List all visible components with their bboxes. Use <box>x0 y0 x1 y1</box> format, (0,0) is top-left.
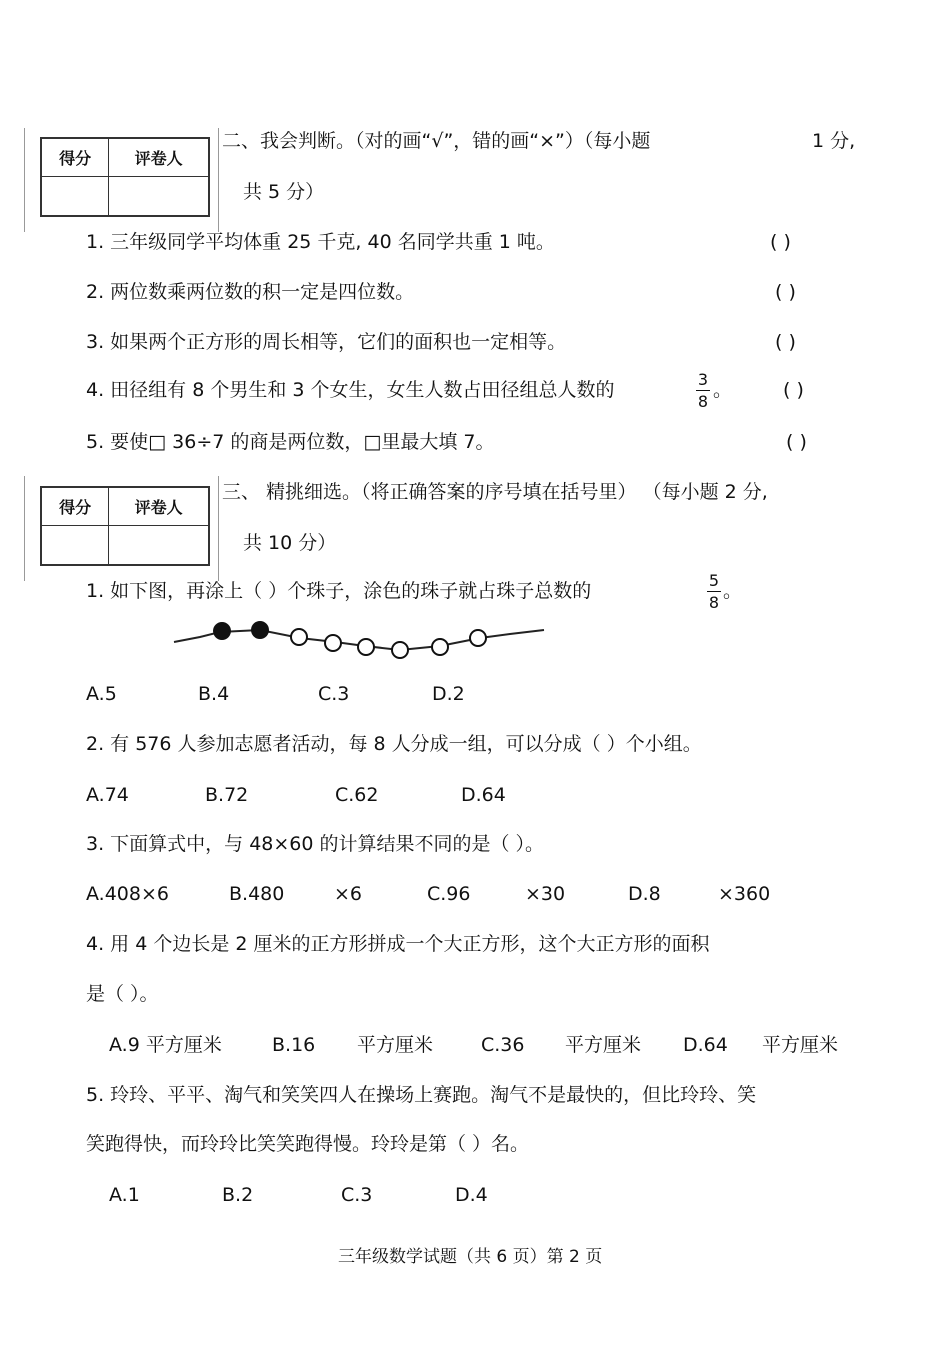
score-label: 得分 <box>42 488 109 526</box>
option-a[interactable]: A.74 <box>86 784 129 806</box>
grader-cell[interactable] <box>109 526 209 565</box>
judge-item-2: 2. 两位数乘两位数的积一定是四位数。 <box>86 281 415 303</box>
page-footer: 三年级数学试题（共 6 页）第 2 页 <box>338 1247 603 1267</box>
option-b[interactable]: B.4 <box>198 683 230 705</box>
judge-item-5: 5. 要使□ 36÷7 的商是两位数，□里最大填 7。 <box>86 431 495 453</box>
choice-q4-line2: 是（ ）。 <box>86 983 159 1005</box>
bead-empty <box>392 642 408 658</box>
bead-filled <box>252 622 268 638</box>
period: 。 <box>713 379 733 401</box>
option-b-suffix: ×6 <box>334 883 363 905</box>
option-d-suffix: ×360 <box>718 883 771 905</box>
grader-cell[interactable] <box>109 177 209 216</box>
option-c[interactable]: C.96 <box>427 883 471 905</box>
answer-paren[interactable]: ( ) <box>775 331 796 353</box>
judge-item-4: 4. 田径组有 8 个男生和 3 个女生，女生人数占田径组总人数的 <box>86 379 615 401</box>
margin-line <box>218 476 219 581</box>
section2-title: 二、我会判断。（对的画“√”，错的画“×”）（每小题 <box>222 130 651 152</box>
option-d[interactable]: D.4 <box>455 1184 488 1206</box>
option-d[interactable]: D.8 <box>628 883 661 905</box>
bead-empty <box>432 639 448 655</box>
option-c[interactable]: C.62 <box>335 784 379 806</box>
section3-title: 三、 精挑细选。（将正确答案的序号填在括号里） （每小题 2 分, <box>222 481 768 503</box>
bead-empty <box>358 639 374 655</box>
option-a[interactable]: A.408×6 <box>86 883 169 905</box>
option-b[interactable]: B.72 <box>205 784 249 806</box>
score-box <box>40 486 210 566</box>
option-b[interactable]: B.480 <box>229 883 285 905</box>
answer-paren[interactable]: ( ) <box>770 231 791 253</box>
fraction-bar <box>696 390 710 391</box>
bead-empty <box>325 635 341 651</box>
bead-empty <box>470 630 486 646</box>
choice-q5: 5. 玲玲、平平、淘气和笑笑四人在操场上赛跑。淘气不是最快的，但比玲玲、笑 <box>86 1084 757 1106</box>
judge-item-1: 1. 三年级同学平均体重 25 千克, 40 名同学共重 1 吨。 <box>86 231 555 253</box>
fraction <box>707 573 721 611</box>
option-d-unit: 平方厘米 <box>762 1034 839 1056</box>
grader-label: 评卷人 <box>109 488 209 526</box>
fraction <box>696 372 710 410</box>
answer-paren[interactable]: ( ) <box>775 281 796 303</box>
score-label: 得分 <box>42 139 109 177</box>
option-c-suffix: ×30 <box>525 883 566 905</box>
option-a[interactable]: A.5 <box>86 683 117 705</box>
option-b[interactable]: B.2 <box>222 1184 254 1206</box>
section3-title-line2: 共 10 分） <box>243 532 337 554</box>
section2-title-line2: 共 5 分） <box>243 181 325 203</box>
option-b-unit: 平方厘米 <box>357 1034 434 1056</box>
period: 。 <box>723 580 743 602</box>
option-b[interactable]: B.16 <box>272 1034 316 1056</box>
choice-q4: 4. 用 4 个边长是 2 厘米的正方形拼成一个大正方形，这个大正方形的面积 <box>86 933 710 955</box>
answer-paren[interactable]: ( ) <box>783 379 804 401</box>
fraction-denominator: 8 <box>708 593 720 612</box>
judge-item-3: 3. 如果两个正方形的周长相等，它们的面积也一定相等。 <box>86 331 567 353</box>
bead-filled <box>214 623 230 639</box>
section2-points: 1 分, <box>812 130 856 152</box>
option-c-unit: 平方厘米 <box>565 1034 642 1056</box>
option-a[interactable]: A.9 平方厘米 <box>109 1034 222 1056</box>
score-cell[interactable] <box>42 177 109 216</box>
option-a[interactable]: A.1 <box>109 1184 140 1206</box>
answer-paren[interactable]: ( ) <box>786 431 807 453</box>
margin-line <box>24 128 25 232</box>
bead-string <box>170 618 550 664</box>
score-cell[interactable] <box>42 526 109 565</box>
bead-empty <box>291 629 307 645</box>
option-c[interactable]: C.36 <box>481 1034 525 1056</box>
option-d[interactable]: D.64 <box>683 1034 728 1056</box>
option-c[interactable]: C.3 <box>341 1184 373 1206</box>
margin-line <box>218 128 219 232</box>
choice-q3: 3. 下面算式中，与 48×60 的计算结果不同的是（ ）。 <box>86 833 545 855</box>
grader-label: 评卷人 <box>109 139 209 177</box>
fraction-numerator: 3 <box>697 370 709 389</box>
margin-line <box>24 476 25 581</box>
choice-q5-line2: 笑跑得快，而玲玲比笑笑跑得慢。玲玲是第（ ）名。 <box>86 1133 530 1155</box>
option-c[interactable]: C.3 <box>318 683 350 705</box>
fraction-numerator: 5 <box>708 571 720 590</box>
fraction-denominator: 8 <box>697 392 709 411</box>
fraction-bar <box>707 591 721 592</box>
choice-q2: 2. 有 576 人参加志愿者活动，每 8 人分成一组，可以分成（ ）个小组。 <box>86 733 702 755</box>
choice-q1: 1. 如下图，再涂上（ ）个珠子，涂色的珠子就占珠子总数的 <box>86 580 592 602</box>
score-box <box>40 137 210 217</box>
option-d[interactable]: D.2 <box>432 683 465 705</box>
option-d[interactable]: D.64 <box>461 784 506 806</box>
